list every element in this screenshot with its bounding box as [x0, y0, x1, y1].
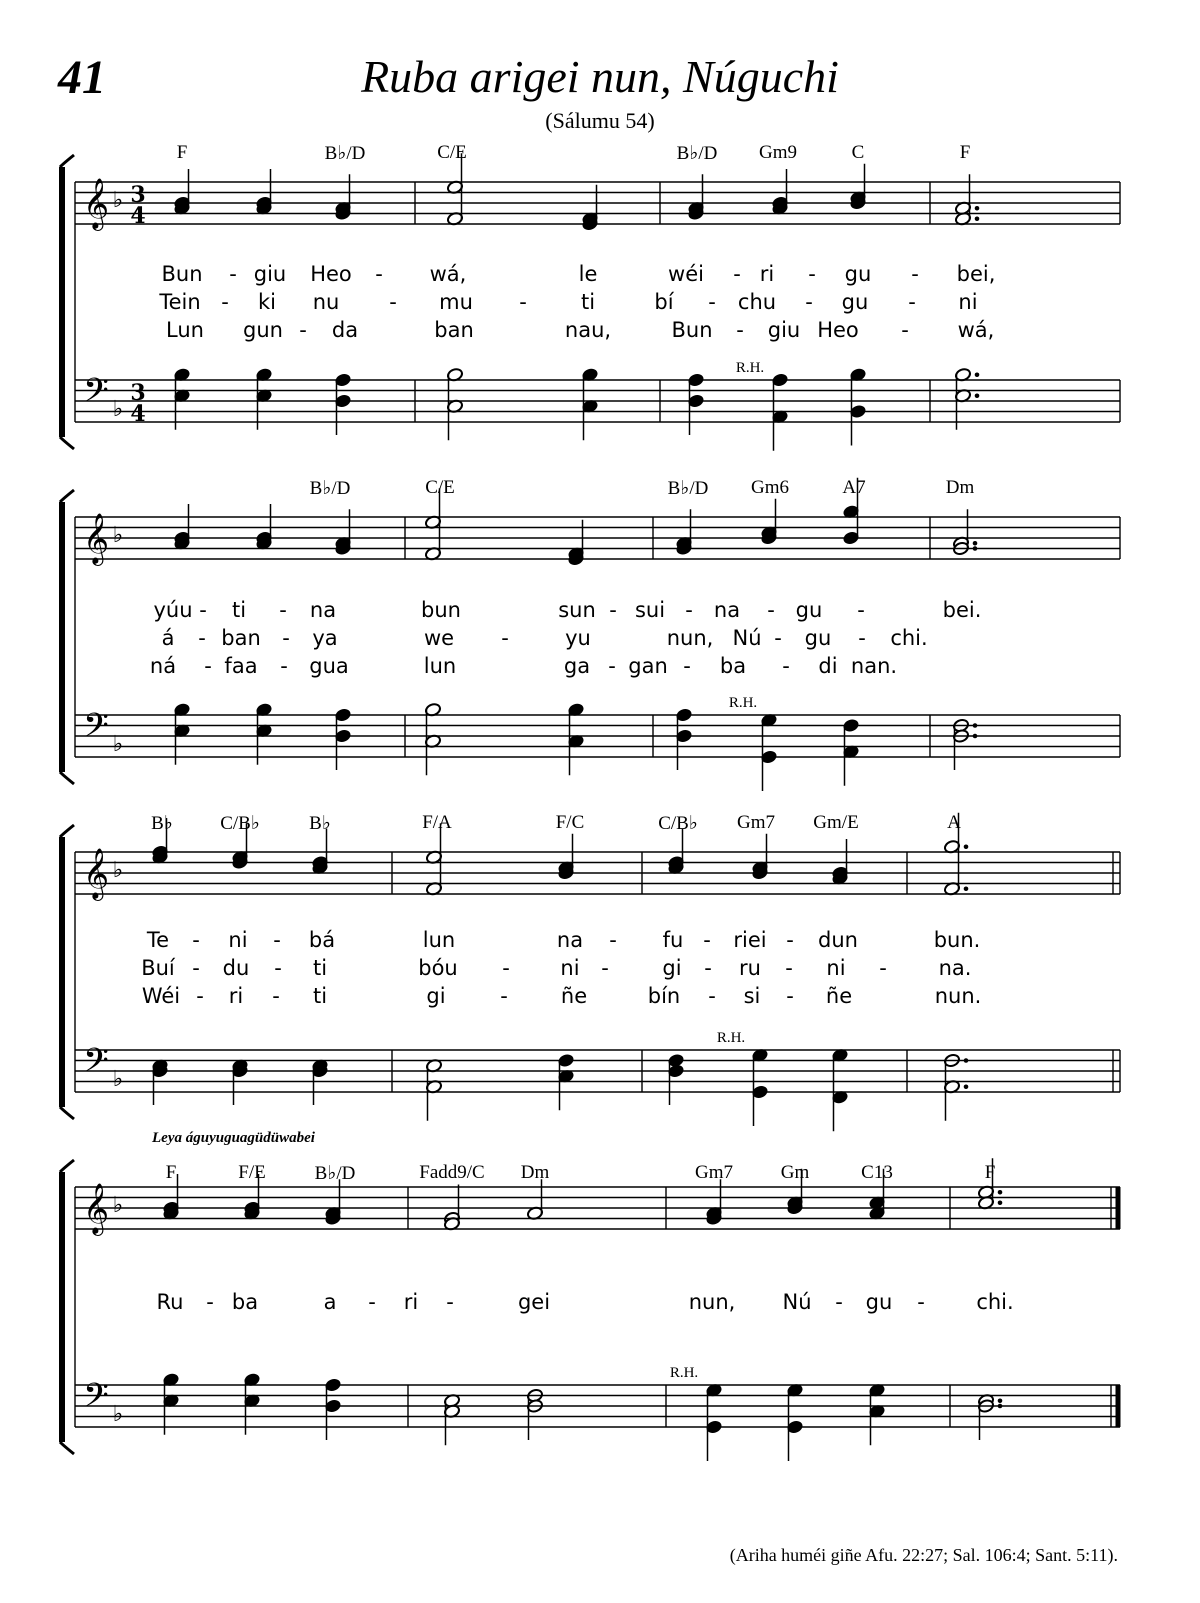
lyric-syllable: nun,	[688, 1290, 736, 1314]
treble-clef: 𝄞	[82, 848, 110, 899]
chord-symbol: F/A	[422, 812, 452, 833]
lyric-syllable: na	[556, 928, 584, 952]
right-hand-marking: R.H.	[669, 1365, 699, 1381]
key-signature-flat: ♭	[112, 732, 124, 757]
note	[849, 367, 866, 445]
note	[334, 708, 351, 770]
chord-symbol: F/E	[238, 1162, 266, 1183]
lyric-syllable: -	[879, 956, 887, 980]
lyric-syllable: bei.	[942, 598, 982, 622]
lyric-syllable: Bun	[671, 318, 713, 342]
lyric-syllable: yu	[565, 626, 591, 650]
chord-symbol: C/B♭	[658, 813, 698, 834]
key-signature-flat: ♭	[112, 397, 124, 422]
lyric-syllable: ban	[221, 626, 261, 650]
augmentation-dot	[998, 1190, 1003, 1195]
lyric-syllable: giu	[767, 318, 801, 342]
lyric-syllable: -	[782, 654, 790, 678]
key-signature-flat: ♭	[112, 1193, 124, 1218]
repeat-instruction: Leya águyuguagüdüwabei	[152, 1130, 315, 1146]
lyric-syllable: gua	[309, 654, 349, 678]
lyric-syllable: lun	[422, 928, 456, 952]
lyric-syllable: gu	[841, 290, 869, 314]
lyric-syllable: na	[713, 598, 741, 622]
lyric-syllable: giu	[253, 262, 287, 286]
lyric-syllable: mu	[439, 290, 473, 314]
bass-clef: 𝄢	[83, 372, 109, 418]
lyric-syllable: gu	[795, 598, 823, 622]
lyric-syllable: we	[423, 626, 455, 650]
time-signature-bottom: 4	[130, 401, 146, 427]
lyric-syllable: nan.	[850, 654, 898, 678]
lyric-syllable: -	[446, 1290, 454, 1314]
time-signature-bottom: 4	[130, 203, 146, 229]
lyric-syllable: -	[196, 984, 204, 1008]
note	[425, 823, 442, 896]
note	[324, 1378, 341, 1440]
lyric-syllable: di	[818, 654, 838, 678]
lyric-syllable: -	[389, 290, 397, 314]
key-signature-flat: ♭	[112, 1402, 124, 1427]
lyric-syllable: fu	[662, 928, 684, 952]
augmentation-dot	[975, 372, 980, 377]
lyric-syllable: nu	[312, 290, 340, 314]
chord-symbol: C/E	[425, 477, 455, 498]
lyric-syllable: wéi	[668, 262, 704, 286]
chord-symbol: Gm7	[695, 1162, 733, 1183]
lyric-syllable: -	[519, 290, 527, 314]
note	[173, 367, 190, 429]
lyric-syllable: -	[299, 318, 307, 342]
lyric-syllable: -	[683, 654, 691, 678]
key-signature-flat: ♭	[112, 188, 124, 213]
augmentation-dot	[975, 216, 980, 221]
chord-symbol: A7	[842, 477, 866, 498]
chord-symbol: Gm/E	[813, 812, 859, 833]
augmentation-dot	[964, 886, 969, 891]
lyric-syllable: Lun	[166, 318, 204, 342]
lyric-syllable: ba	[719, 654, 747, 678]
lyric-syllable: -	[908, 290, 916, 314]
treble-clef: 𝄞	[82, 1183, 110, 1234]
augmentation-dot	[975, 393, 980, 398]
chord-symbol: B♭/D	[314, 1163, 356, 1184]
lyric-syllable: -	[736, 318, 744, 342]
chord-symbol: C	[851, 142, 865, 163]
hymn-title: Ruba arigei nun, Núguchi	[361, 51, 839, 102]
treble-staff	[75, 1187, 1120, 1229]
lyric-syllable: ga	[563, 654, 591, 678]
lyric-syllable: gan	[628, 654, 668, 678]
lyric-syllable: -	[703, 928, 711, 952]
lyric-syllable: da	[331, 318, 359, 342]
note	[760, 713, 777, 791]
chord-symbol: F	[959, 142, 971, 163]
right-hand-marking: R.H.	[735, 360, 765, 376]
augmentation-dot	[964, 1084, 969, 1089]
lyric-syllable: ti	[580, 290, 596, 314]
lyric-syllable: -	[206, 1290, 214, 1314]
lyric-syllable: -	[274, 956, 282, 980]
augmentation-dot	[998, 1398, 1003, 1403]
chord-symbol: Gm7	[737, 812, 775, 833]
lyric-syllable: riei	[733, 928, 767, 952]
chord-symbol: C/B♭	[220, 813, 260, 834]
bass-staff	[75, 1385, 1120, 1427]
augmentation-dot	[998, 1200, 1003, 1205]
lyric-syllable: -	[767, 598, 775, 622]
note	[786, 1383, 803, 1461]
lyric-syllable: -	[609, 598, 617, 622]
lyric-syllable: -	[917, 1290, 925, 1314]
chord-symbol: Gm9	[759, 142, 797, 163]
chord-symbol: B♭/D	[667, 478, 709, 499]
chord-symbol: F	[984, 1162, 996, 1183]
lyric-syllable: -	[858, 626, 866, 650]
note	[842, 718, 859, 786]
note	[173, 702, 190, 764]
lyric-syllable: -	[835, 1290, 843, 1314]
lyric-syllable: ri	[403, 1290, 419, 1314]
lyric-syllable: -	[500, 984, 508, 1008]
lyric-syllable: -	[229, 262, 237, 286]
lyric-syllable: -	[704, 956, 712, 980]
lyric-syllable: -	[375, 262, 383, 286]
chord-symbol: Dm	[520, 1162, 550, 1183]
hymn-number: 41	[58, 51, 106, 104]
lyric-syllable: sun	[558, 598, 596, 622]
chord-symbol: F/C	[555, 812, 585, 833]
lyric-syllable: le	[578, 262, 598, 286]
note	[705, 1383, 722, 1461]
lyric-syllable: -	[192, 928, 200, 952]
note	[943, 1053, 968, 1121]
lyric-syllable: gi	[426, 984, 446, 1008]
lyric-syllable: -	[805, 290, 813, 314]
bass-staff	[75, 1050, 1120, 1092]
chord-symbol: B♭/D	[309, 478, 351, 499]
lyric-syllable: ki	[258, 290, 276, 314]
lyric-syllable: gi	[662, 956, 682, 980]
lyric-syllable: wá,	[429, 262, 467, 286]
note	[424, 488, 441, 561]
lyric-syllable: sui	[634, 598, 666, 622]
lyric-syllable: -	[911, 262, 919, 286]
lyric-syllable: Wéi	[141, 984, 181, 1008]
lyric-syllable: gu	[804, 626, 832, 650]
note	[687, 373, 704, 435]
chord-symbol: A	[947, 812, 961, 833]
note	[751, 1048, 768, 1126]
scripture-reference: (Ariha huméi giñe Afu. 22:27; Sal. 106:4; Sant. 5:11).	[729, 1545, 1118, 1565]
lyric-syllable: nun,	[666, 626, 714, 650]
chord-symbol: C/E	[437, 142, 467, 163]
lyric-syllable: chi.	[890, 626, 928, 650]
lyric-syllable: -	[608, 654, 616, 678]
augmentation-dot	[975, 206, 980, 211]
lyric-syllable: ni	[560, 956, 580, 980]
lyric-syllable: ya	[312, 626, 338, 650]
lyric-syllable: ba	[231, 1290, 259, 1314]
lyric-syllable: gu	[844, 262, 872, 286]
lyric-syllable: bí	[654, 290, 674, 314]
lyric-syllable: -	[272, 984, 280, 1008]
key-signature-flat: ♭	[112, 858, 124, 883]
lyric-syllable: Te	[146, 928, 170, 952]
note	[334, 373, 351, 435]
lyric-syllable: -	[192, 956, 200, 980]
lyric-syllable: -	[786, 984, 794, 1008]
lyric-syllable: lun	[423, 654, 457, 678]
chord-symbol: Gm6	[751, 477, 789, 498]
lyric-syllable: na.	[938, 956, 972, 980]
note	[255, 702, 272, 764]
lyric-syllable: Heo	[817, 318, 859, 342]
note	[424, 702, 441, 775]
score-system	[60, 1158, 1118, 1461]
lyric-syllable: bun.	[933, 928, 981, 952]
chord-symbol: B♭	[151, 813, 173, 834]
lyric-syllable: na	[309, 598, 337, 622]
lyric-syllable: -	[279, 598, 287, 622]
chord-symbol: F	[176, 142, 188, 163]
note	[443, 1393, 460, 1445]
lyric-syllable: gun	[243, 318, 283, 342]
lyric-syllable: ti	[231, 598, 247, 622]
note	[526, 1179, 543, 1220]
note	[243, 1372, 260, 1434]
lyric-syllable: ri	[228, 984, 244, 1008]
note	[446, 153, 463, 226]
lyric-syllable: ban	[434, 318, 474, 342]
lyric-syllable: Ru	[156, 1290, 184, 1314]
note	[954, 367, 979, 429]
note	[868, 1383, 885, 1445]
lyric-syllable: Heo	[310, 262, 352, 286]
note	[255, 367, 272, 429]
lyric-syllable: -	[901, 318, 909, 342]
note	[446, 367, 463, 440]
hymn-subtitle: (Sálumu 54)	[545, 108, 655, 133]
lyric-syllable: chi.	[976, 1290, 1014, 1314]
lyric-syllable: ri	[759, 262, 775, 286]
key-signature-flat: ♭	[112, 523, 124, 548]
note	[581, 367, 598, 440]
lyric-syllable: -	[502, 956, 510, 980]
lyric-syllable: -	[785, 956, 793, 980]
time-signature-top: 3	[130, 182, 146, 208]
lyric-syllable: ñe	[560, 984, 588, 1008]
augmentation-dot	[964, 844, 969, 849]
chord-symbol: Dm	[945, 477, 975, 498]
lyric-syllable: Tein	[159, 290, 201, 314]
lyric-syllable: ni	[958, 290, 978, 314]
lyric-syllable: -	[733, 262, 741, 286]
bass-clef: 𝄢	[83, 1377, 109, 1423]
lyric-syllable: ni	[228, 928, 248, 952]
lyric-syllable: bei,	[956, 262, 996, 286]
lyric-syllable: Bun	[161, 262, 203, 286]
lyric-syllable: Buí	[141, 956, 175, 980]
note	[567, 702, 584, 775]
lyric-syllable: faa	[224, 654, 258, 678]
treble-clef: 𝄞	[82, 513, 110, 564]
lyric-syllable: -	[708, 290, 716, 314]
lyric-syllable: -	[601, 956, 609, 980]
lyric-syllable: wá,	[957, 318, 995, 342]
lyric-syllable: -	[708, 984, 716, 1008]
bass-clef: 𝄢	[83, 707, 109, 753]
lyric-syllable: -	[808, 262, 816, 286]
lyric-syllable: bín	[647, 984, 681, 1008]
lyric-syllable: -	[282, 626, 290, 650]
lyric-syllable: -	[685, 598, 693, 622]
bass-clef: 𝄢	[83, 1042, 109, 1088]
lyric-syllable: -	[204, 654, 212, 678]
chord-symbol: C13	[861, 1162, 893, 1183]
lyric-syllable: -	[221, 290, 229, 314]
lyric-syllable: Nú	[732, 626, 762, 650]
lyric-syllable: dun	[818, 928, 858, 952]
lyric-syllable: Nú	[782, 1290, 812, 1314]
augmentation-dot	[973, 541, 978, 546]
note	[162, 1372, 179, 1434]
key-signature-flat: ♭	[112, 1067, 124, 1092]
lyric-syllable: -	[609, 928, 617, 952]
lyric-syllable: -	[199, 598, 207, 622]
lyric-syllable: -	[774, 626, 782, 650]
lyric-syllable: ti	[312, 984, 328, 1008]
lyric-syllable: -	[857, 598, 865, 622]
chord-symbol: Fadd9/C	[419, 1162, 485, 1183]
lyric-syllable: á	[161, 626, 175, 650]
lyric-syllable: gei	[517, 1290, 551, 1314]
lyric-syllable: ru	[739, 956, 761, 980]
lyric-syllable: ná	[149, 654, 177, 678]
lyric-syllable: -	[198, 626, 206, 650]
lyric-syllable: nun.	[934, 984, 982, 1008]
treble-clef: 𝄞	[82, 178, 110, 229]
lyric-syllable: -	[273, 928, 281, 952]
chord-symbol: F	[165, 1162, 177, 1183]
chord-symbol: B♭/D	[676, 143, 718, 164]
lyric-syllable: chu	[737, 290, 777, 314]
chord-symbol: Gm	[780, 1162, 810, 1183]
chord-symbol: B♭/D	[324, 143, 366, 164]
lyric-syllable: si	[743, 984, 761, 1008]
lyric-syllable: gu	[865, 1290, 893, 1314]
lyric-syllable: bá	[308, 928, 336, 952]
lyric-syllable: ñe	[825, 984, 853, 1008]
lyric-syllable: -	[280, 654, 288, 678]
lyric-syllable: du	[222, 956, 250, 980]
treble-staff	[75, 852, 1120, 894]
right-hand-marking: R.H.	[728, 695, 758, 711]
lyric-syllable: ni	[826, 956, 846, 980]
lyric-syllable: -	[786, 928, 794, 952]
note	[675, 708, 692, 770]
chord-symbol: B♭	[309, 813, 331, 834]
bass-staff	[75, 380, 1120, 422]
lyric-syllable: -	[501, 626, 509, 650]
lyric-syllable: bóu	[418, 956, 458, 980]
lyric-syllable: ti	[312, 956, 328, 980]
lyric-syllable: -	[368, 1290, 376, 1314]
lyric-syllable: yúu	[153, 598, 193, 622]
note	[425, 1058, 442, 1120]
time-signature-top: 3	[130, 380, 146, 406]
right-hand-marking: R.H.	[716, 1030, 746, 1046]
lyric-syllable: nau,	[564, 318, 612, 342]
lyric-syllable: a	[323, 1290, 337, 1314]
lyric-syllable: bun	[421, 598, 461, 622]
